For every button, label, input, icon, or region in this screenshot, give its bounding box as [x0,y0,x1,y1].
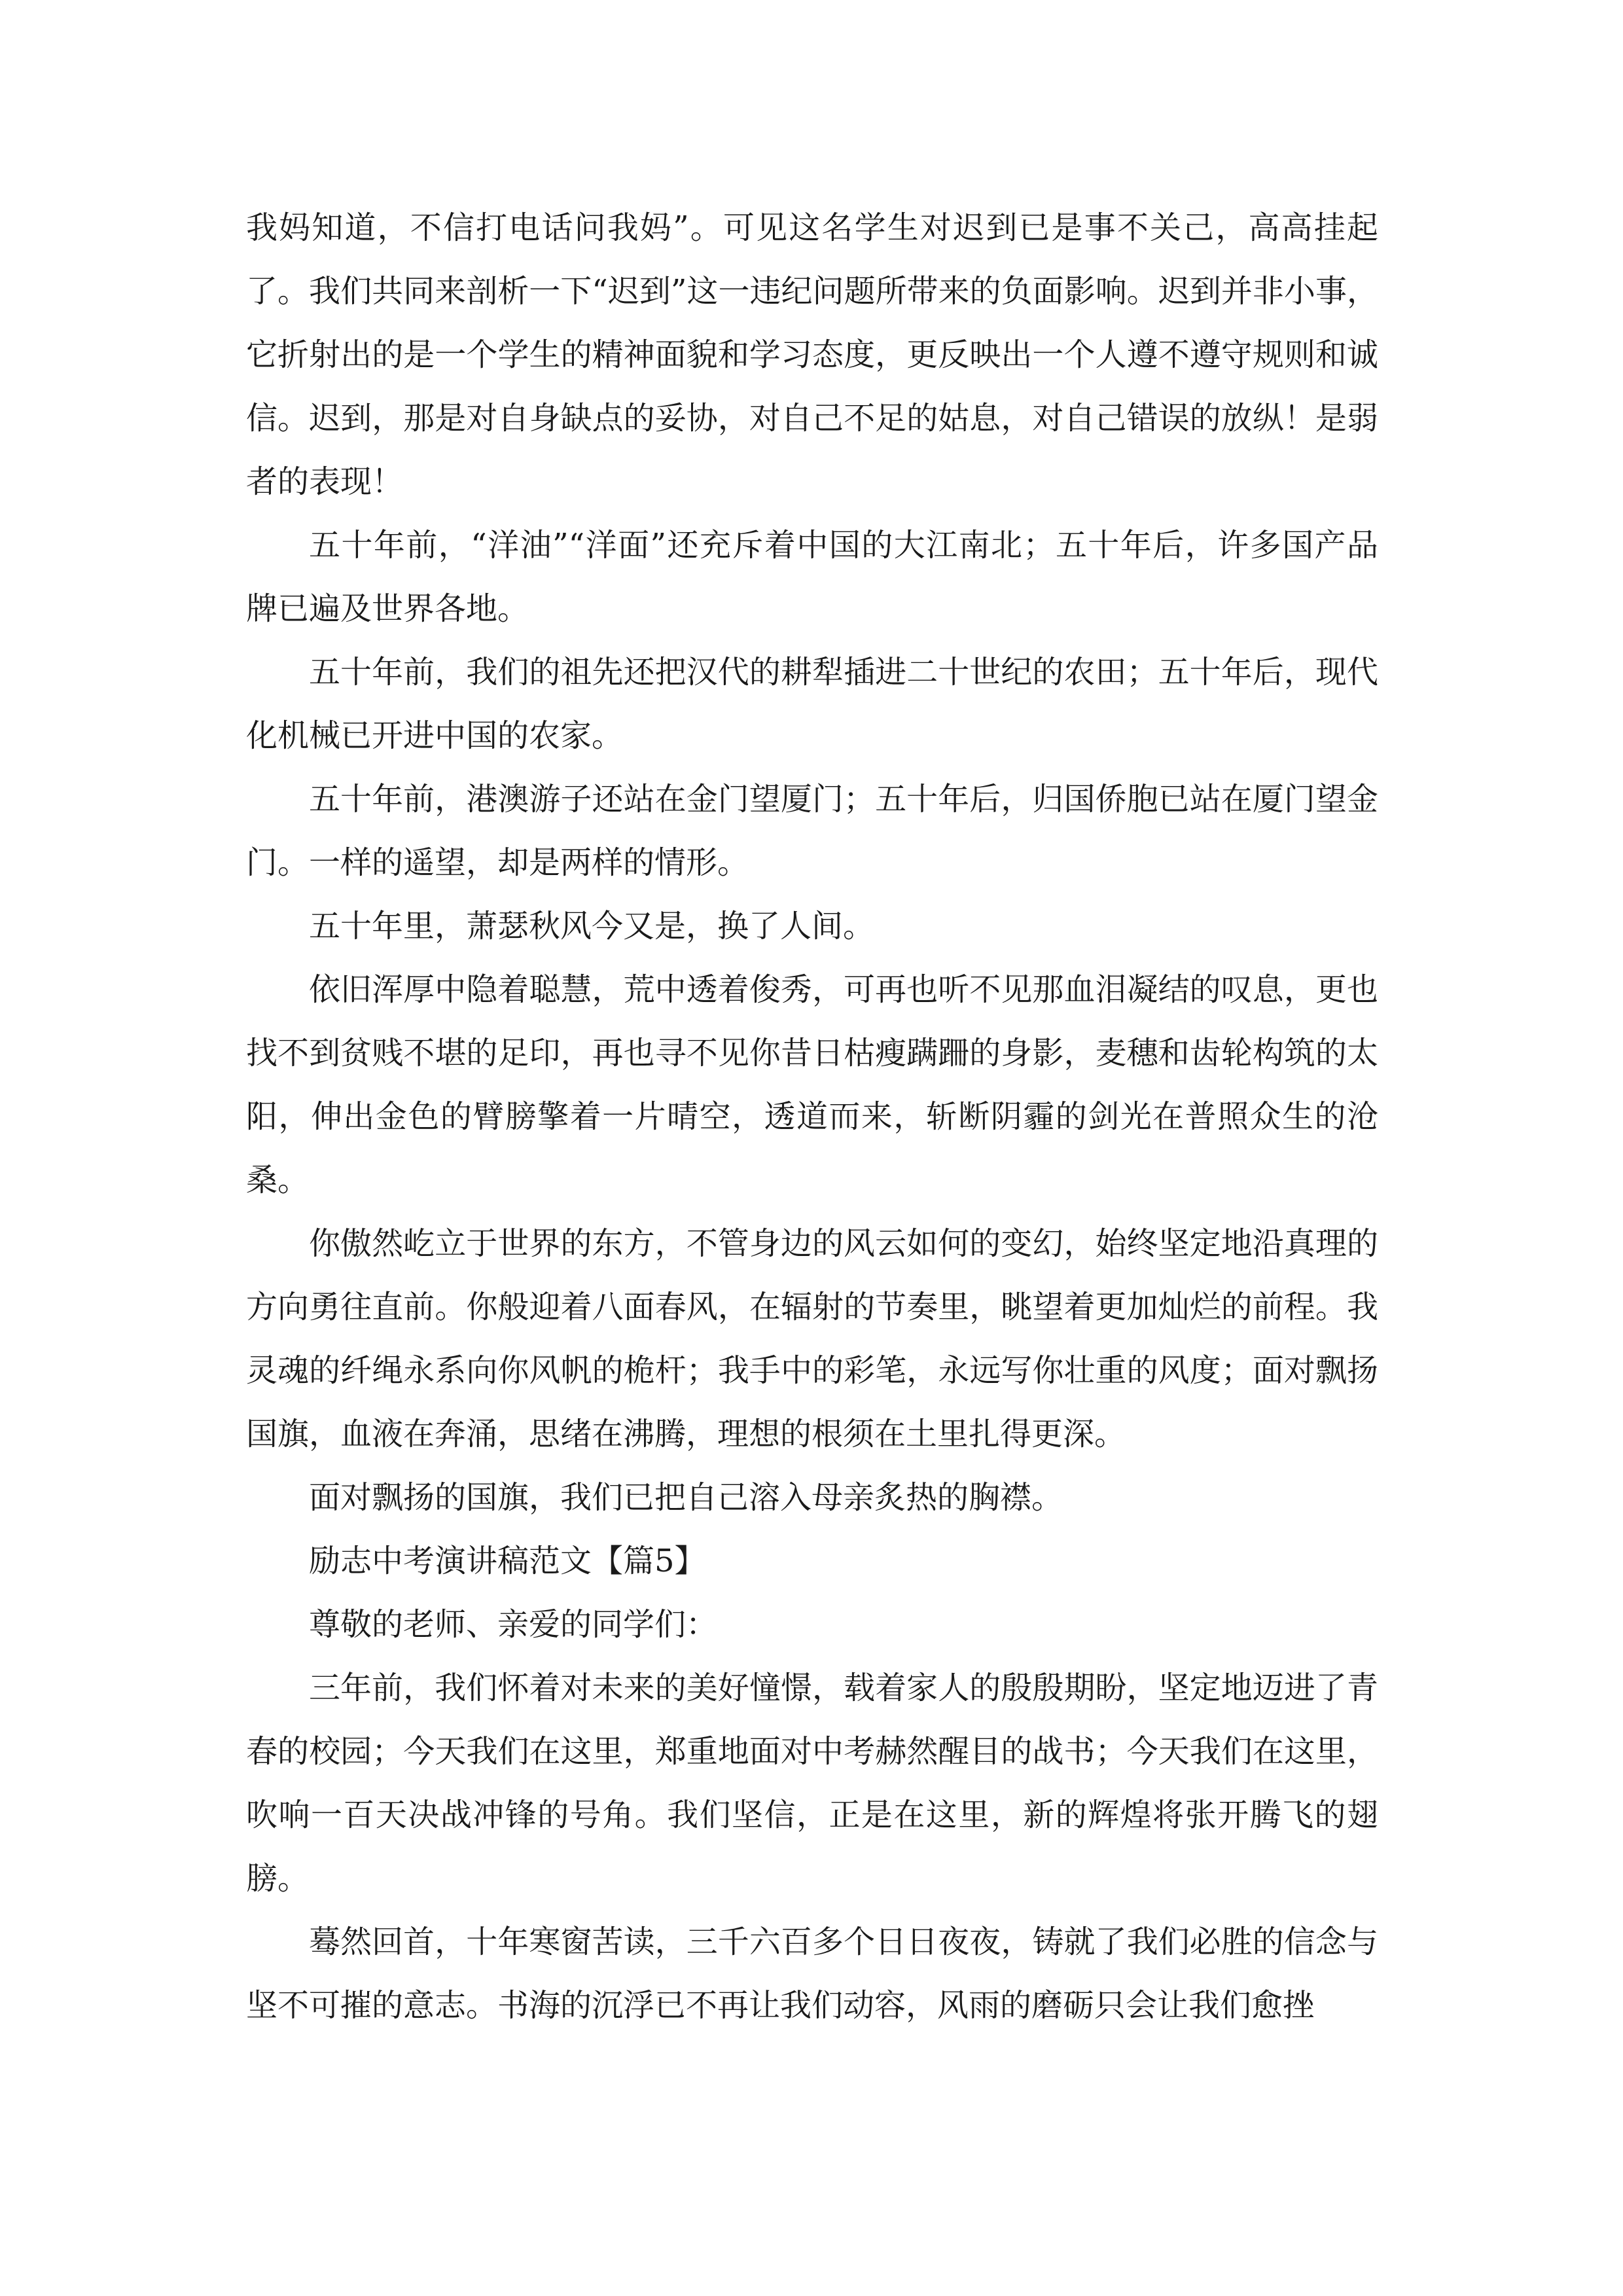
paragraph-9: 三年前，我们怀着对未来的美好憧憬，载着家人的殷殷期盼，坚定地迈进了青春的校园；今天我们在这里，郑重地面对中考赫然醒目的战书；今天我们在这里，吹响一百天决战冲锋的号角。我们坚信，正是在这里，新的辉煌将张开腾飞的翅膀。 [246,1670,1378,1897]
paragraph-8: 面对飘扬的国旗，我们已把自己溶入母亲炙热的胸襟。 [309,1479,1063,1516]
salutation: 尊敬的老师、亲爱的同学们： [309,1606,718,1643]
paragraph-10: 蓦然回首，十年寒窗苦读，三千六百多个日日夜夜，铸就了我们必胜的信念与坚不可摧的意志。书海的沉浮已不再让我们动容，风雨的磨砺只会让我们愈挫 [246,1924,1378,2024]
paragraph-1: 我妈知道，不信打电话问我妈”。可见这名学生对迟到已是事不关己，高高挂起了。我们共同来剖析一下“迟到”这一违纪问题所带来的负面影响。迟到并非小事，它折射出的是一个学生的精神面貌和学习态度，更反映出一个人遵不遵守规则和诚信。迟到，那是对自身缺点的妥协，对自己不足的姑息，对自己错误的放纵！是弱者的表现！ [246,209,1378,500]
paragraph-4: 五十年前，港澳游子还站在金门望厦门；五十年后，归国侨胞已站在厦门望金门。一样的遥望，却是两样的情形。 [246,781,1378,881]
paragraph-7: 你傲然屹立于世界的东方，不管身边的风云如何的变幻，始终坚定地沿真理的方向勇往直前。你般迎着八面春风，在辐射的节奏里，眺望着更加灿烂的前程。我灵魂的纤绳永系向你风帆的桅杆；我手中的彩笔，永远写你壮重的风度；面对飘扬国旗，血液在奔涌，思绪在沸腾，理想的根须在土里扎得更深。 [246,1225,1378,1452]
paragraph-2: 五十年前，“洋油”“洋面”还充斥着中国的大江南北；五十年后，许多国产品牌已遍及世界各地。 [246,527,1378,627]
paragraph-3: 五十年前，我们的祖先还把汉代的耕犁插进二十世纪的农田；五十年后，现代化机械已开进中国的农家。 [246,654,1378,754]
paragraph-6: 依旧浑厚中隐着聪慧，荒中透着俊秀，可再也听不见那血泪凝结的叹息，更也找不到贫贱不堪的足印，再也寻不见你昔日枯瘦蹒跚的身影，麦穗和齿轮构筑的太阳，伸出金色的臂膀擎着一片晴空，透道而来，斩断阴霾的剑光在普照众生的沧桑。 [246,971,1378,1198]
paragraph-5: 五十年里，萧瑟秋风今又是，换了人间。 [309,908,875,944]
section-heading: 励志中考演讲稿范文【篇5】 [309,1543,706,1579]
body-text [246,196,1378,2037]
